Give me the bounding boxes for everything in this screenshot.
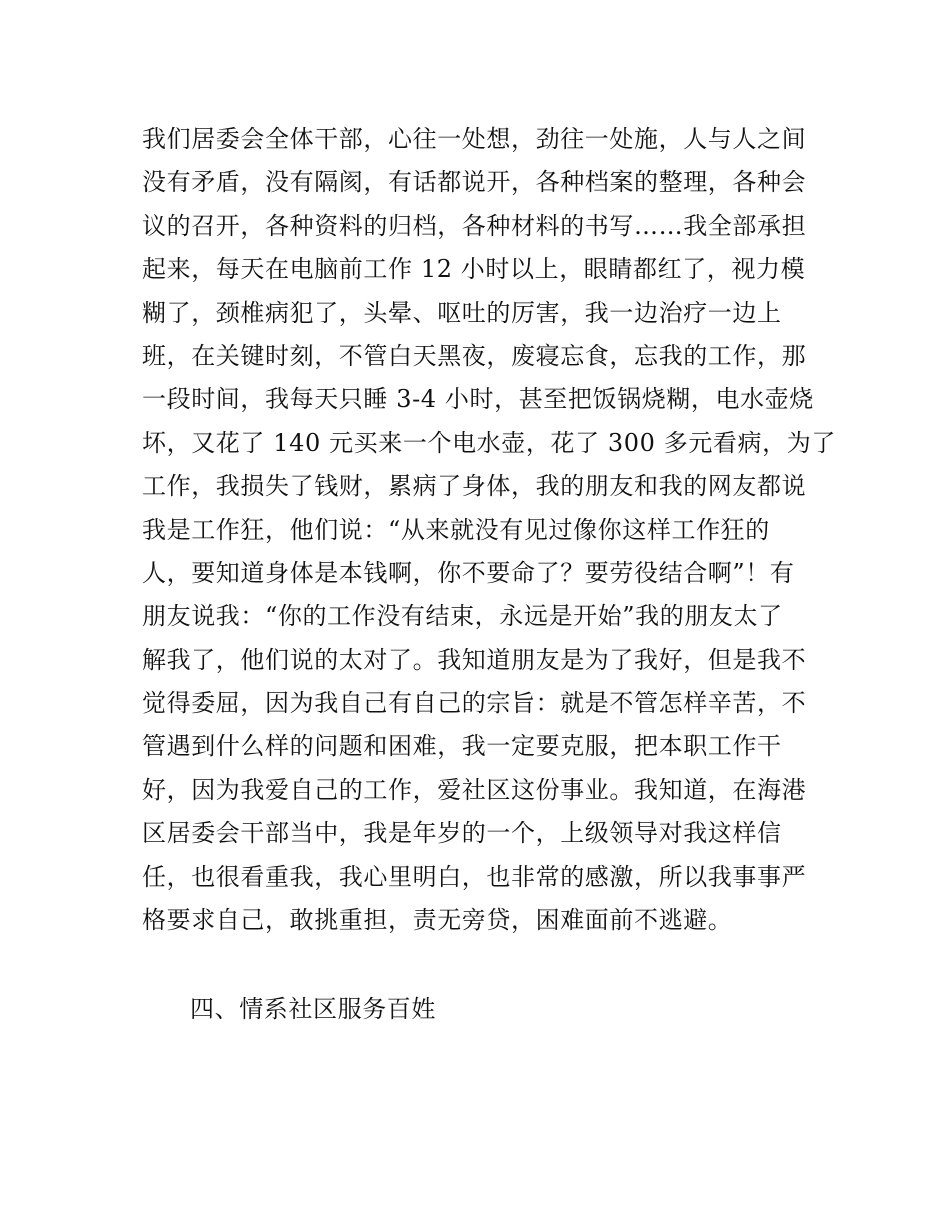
paragraph-line: 坏，又花了 140 元买来一个电水壶，花了 300 多元看病，为了	[142, 428, 836, 457]
paragraph-line: 格要求自己，敢挑重担，责无旁贷，困难面前不逃避。	[142, 906, 733, 935]
paragraph-line: 解我了，他们说的太对了。我知道朋友是为了我好，但是我不	[142, 645, 807, 674]
paragraph-line: 议的召开，各种资料的归档，各种材料的书写……我全部承担	[142, 211, 807, 240]
paragraph-line: 班，在关键时刻，不管白天黑夜，废寝忘食，忘我的工作，那	[142, 341, 807, 370]
paragraph-line: 人，要知道身体是本钱啊，你不要命了？要劳役结合啊”！有	[142, 558, 795, 587]
paragraph-line: 我们居委会全体干部，心往一处想，劲往一处施，人与人之间	[142, 125, 807, 153]
section-heading: 四、情系社区服务百姓	[190, 995, 436, 1023]
paragraph-line: 区居委会干部当中，我是年岁的一个，上级领导对我这样信	[142, 819, 782, 848]
paragraph-line: 起来，每天在电脑前工作 12 小时以上，眼睛都红了，视力模	[142, 255, 806, 284]
paragraph-line: 糊了，颈椎病犯了，头晕、呕吐的厉害，我一边治疗一边上	[142, 298, 782, 327]
paragraph-line: 没有矛盾，没有隔阂，有话都说开，各种档案的整理，各种会	[142, 168, 807, 197]
paragraph-line: 觉得委屈，因为我自己有自己的宗旨：就是不管怎样辛苦，不	[142, 689, 807, 718]
paragraph-line: 朋友说我：“你的工作没有结束，永远是开始”我的朋友太了	[142, 602, 783, 631]
paragraph-line: 我是工作狂，他们说：“从来就没有见过像你这样工作狂的	[142, 515, 770, 544]
body-paragraph	[142, 118, 836, 942]
paragraph-line: 一段时间，我每天只睡 3-4 小时，甚至把饭锅烧糊，电水壶烧	[142, 385, 814, 414]
paragraph-line: 管遇到什么样的问题和困难，我一定要克服，把本职工作干	[142, 732, 782, 761]
paragraph-line: 工作，我损失了钱财，累病了身体，我的朋友和我的网友都说	[142, 472, 807, 501]
paragraph-line: 任，也很看重我，我心里明白，也非常的感激，所以我事事严	[142, 862, 807, 891]
paragraph-line: 好，因为我爱自己的工作，爱社区这份事业。我知道，在海港	[142, 775, 807, 804]
